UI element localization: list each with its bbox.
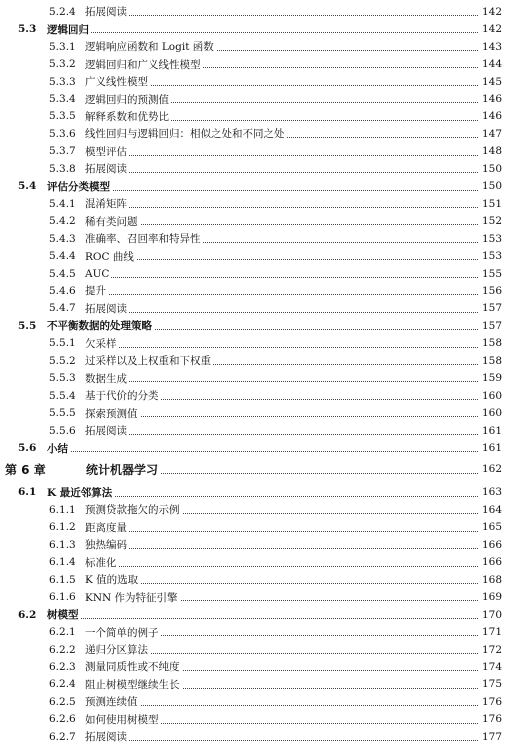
toc-subsection-entry[interactable] xyxy=(0,247,506,265)
toc-entry-title: 统计机器学习 xyxy=(86,462,159,477)
toc-subsection-entry[interactable] xyxy=(0,658,506,676)
toc-entry-page-number: 146 xyxy=(481,110,502,123)
toc-entry-number: 5.5.1 xyxy=(49,337,76,350)
toc-entry-title: 提升 xyxy=(85,285,106,298)
toc-entry-number: 5.3.1 xyxy=(49,40,76,53)
toc-entry-page-number: 150 xyxy=(481,162,502,175)
toc-entry-title: 基于代价的分类 xyxy=(85,390,159,403)
toc-subsection-entry[interactable] xyxy=(0,160,506,178)
toc-entry-number: 5.5.6 xyxy=(49,424,76,437)
toc-entry-page-number: 142 xyxy=(481,5,502,18)
toc-entry-number: 5.5 xyxy=(18,319,37,332)
toc-entry-page-number: 176 xyxy=(481,713,502,726)
dot-leader xyxy=(85,739,478,741)
dot-leader xyxy=(85,704,478,706)
toc-entry-number: 5.3.2 xyxy=(49,58,76,71)
toc-entry-page-number: 157 xyxy=(481,319,502,332)
toc-entry-number: 5.5.5 xyxy=(49,407,76,420)
toc-entry-number: 第 6 章 xyxy=(5,462,46,477)
toc-section-entry[interactable] xyxy=(0,606,506,624)
toc-entry-title: 模型评估 xyxy=(85,145,127,158)
toc-entry-title: 不平衡数据的处理策略 xyxy=(47,320,152,333)
toc-entry-number: 6.2.1 xyxy=(49,626,76,639)
toc-entry-page-number: 176 xyxy=(481,695,502,708)
toc-subsection-entry[interactable] xyxy=(0,693,506,711)
toc-entry-number: 5.4.6 xyxy=(49,284,76,297)
toc-entry-title: 混淆矩阵 xyxy=(85,198,127,211)
toc-entry-page-number: 158 xyxy=(481,337,502,350)
toc-subsection-entry[interactable] xyxy=(0,300,506,318)
toc-entry-number: 5.3.4 xyxy=(49,93,76,105)
toc-entry-page-number: 155 xyxy=(481,267,502,280)
toc-entry-title: 拓展阅读 xyxy=(85,302,127,315)
toc-entry-title: 标准化 xyxy=(85,556,117,569)
toc-entry-number: 6.1.2 xyxy=(49,521,76,534)
toc-section-entry[interactable] xyxy=(0,20,506,38)
toc-entry-title: 逻辑回归的预测值 xyxy=(85,93,169,106)
toc-entry-page-number: 163 xyxy=(481,486,502,499)
toc-entry-page-number: 166 xyxy=(481,556,502,569)
toc-entry-page-number: 177 xyxy=(481,730,502,743)
toc-entry-title: 广义线性模型 xyxy=(85,76,148,89)
toc-entry-number: 5.6 xyxy=(18,442,37,454)
toc-entry-page-number: 147 xyxy=(481,127,502,140)
dot-leader xyxy=(85,530,478,532)
toc-entry-number: 5.4.7 xyxy=(49,302,76,315)
toc-entry-number: 6.1.4 xyxy=(49,556,76,569)
toc-entry-title: 独热编码 xyxy=(85,539,127,552)
toc-entry-title: AUC xyxy=(85,267,110,280)
toc-entry-number: 5.5.4 xyxy=(49,389,76,402)
toc-subsection-entry[interactable] xyxy=(0,195,506,213)
toc-entry-title: 拓展阅读 xyxy=(85,6,127,19)
toc-entry-page-number: 143 xyxy=(481,40,502,53)
dot-leader xyxy=(85,380,478,382)
toc-entry-number: 5.3.3 xyxy=(49,75,76,88)
dot-leader xyxy=(85,582,478,584)
toc-entry-title: 逻辑响应函数和 Logit 函数 xyxy=(85,41,214,54)
dot-leader xyxy=(85,415,478,417)
toc-entry-page-number: 157 xyxy=(481,302,502,315)
toc-entry-page-number: 156 xyxy=(481,284,502,297)
toc-entry-page-number: 152 xyxy=(481,215,502,228)
toc-entry-number: 5.4 xyxy=(18,180,37,193)
toc-subsection-entry[interactable] xyxy=(0,55,506,73)
toc-entry-number: 6.1.3 xyxy=(49,538,76,551)
toc-entry-page-number: 171 xyxy=(481,626,502,639)
toc-entry-page-number: 148 xyxy=(481,145,502,158)
toc-entry-title: 递归分区算法 xyxy=(85,644,148,656)
toc-subsection-entry[interactable] xyxy=(0,711,506,729)
toc-entry-page-number: 144 xyxy=(481,58,502,71)
dot-leader xyxy=(85,311,478,313)
toc-entry-page-number: 161 xyxy=(481,442,502,454)
toc-entry-title: 树模型 xyxy=(47,609,79,622)
toc-subsection-entry[interactable] xyxy=(0,676,506,694)
toc-entry-title: ROC 曲线 xyxy=(85,250,134,263)
toc-subsection-entry[interactable] xyxy=(0,3,506,21)
toc-entry-number: 6.1.6 xyxy=(49,591,76,604)
toc-section-entry[interactable] xyxy=(0,439,506,457)
toc-entry-title: 拓展阅读 xyxy=(85,163,127,176)
dot-leader xyxy=(85,206,478,208)
toc-entry-page-number: 153 xyxy=(481,250,502,263)
toc-entry-page-number: 172 xyxy=(481,643,502,656)
toc-entry-page-number: 146 xyxy=(481,93,502,105)
toc-subsection-entry[interactable] xyxy=(0,519,506,537)
toc-subsection-entry[interactable] xyxy=(0,282,506,300)
toc-subsection-entry[interactable] xyxy=(0,641,506,659)
toc-entry-page-number: 160 xyxy=(481,407,502,420)
toc-subsection-entry[interactable] xyxy=(0,536,506,554)
toc-entry-title: 逻辑回归 xyxy=(47,23,89,36)
toc-subsection-entry[interactable] xyxy=(0,352,506,370)
dot-leader xyxy=(85,171,478,173)
toc-entry-title: 数据生成 xyxy=(85,372,127,385)
toc-subsection-entry[interactable] xyxy=(0,571,506,589)
toc-entry-title: 一个简单的例子 xyxy=(85,626,159,639)
toc-entry-title: 预测贷款拖欠的示例 xyxy=(85,504,180,517)
toc-subsection-entry[interactable] xyxy=(0,588,506,606)
dot-leader xyxy=(85,223,478,225)
dot-leader xyxy=(85,433,478,435)
toc-entry-title: 准确率、召回率和特异性 xyxy=(85,233,201,246)
toc-entry-number: 6.2.4 xyxy=(49,678,76,691)
toc-entry-number: 6.2.6 xyxy=(49,713,76,726)
toc-entry-number: 5.4.4 xyxy=(49,250,76,263)
toc-entry-title: 拓展阅读 xyxy=(85,425,127,438)
dot-leader xyxy=(85,547,478,549)
dot-leader xyxy=(85,14,478,16)
toc-entry-page-number: 165 xyxy=(481,521,502,534)
dot-leader xyxy=(85,293,478,295)
toc-entry-page-number: 170 xyxy=(481,608,502,621)
toc-entry-number: 6.2.2 xyxy=(49,643,76,656)
toc-entry-title: K 最近邻算法 xyxy=(47,486,113,499)
toc-entry-page-number: 145 xyxy=(481,75,502,88)
toc-entry-title: 过采样以及上权重和下权重 xyxy=(85,355,211,368)
toc-entry-number: 6.2 xyxy=(18,608,37,621)
toc-entry-number: 6.2.3 xyxy=(49,660,76,673)
toc-entry-page-number: 174 xyxy=(481,660,502,673)
toc-entry-number: 5.4.1 xyxy=(49,197,76,210)
toc-entry-page-number: 164 xyxy=(481,503,502,516)
toc-entry-page-number: 159 xyxy=(481,372,502,385)
toc-entry-page-number: 142 xyxy=(481,23,502,36)
toc-subsection-entry[interactable] xyxy=(0,422,506,440)
toc-subsection-entry[interactable] xyxy=(0,623,506,641)
dot-leader xyxy=(85,154,478,156)
toc-entry-page-number: 158 xyxy=(481,354,502,367)
toc-subsection-entry[interactable] xyxy=(0,369,506,387)
dot-leader xyxy=(85,258,478,260)
toc-entry-title: 解释系数和优势比 xyxy=(85,110,169,123)
toc-entry-page-number: 169 xyxy=(481,591,502,604)
toc-subsection-entry[interactable] xyxy=(0,230,506,248)
toc-entry-number: 5.3.5 xyxy=(49,110,76,123)
toc-section-entry[interactable] xyxy=(0,317,506,335)
toc-entry-number: 5.3.7 xyxy=(49,145,76,158)
toc-chapter-entry[interactable] xyxy=(0,461,506,479)
toc-entry-number: 6.2.7 xyxy=(49,730,76,743)
dot-leader xyxy=(47,617,478,619)
toc-entry-title: 欠采样 xyxy=(85,337,117,350)
toc-subsection-entry[interactable] xyxy=(0,212,506,230)
toc-entry-number: 5.4.3 xyxy=(49,232,76,245)
toc-entry-title: 稀有类问题 xyxy=(85,215,138,228)
toc-entry-title: KNN 作为特征引擎 xyxy=(85,591,178,604)
toc-subsection-entry[interactable] xyxy=(0,728,506,746)
toc-entry-title: 拓展阅读 xyxy=(85,731,127,744)
toc-entry-title: 线性回归与逻辑回归：相似之处和不同之处 xyxy=(85,128,285,141)
toc-subsection-entry[interactable] xyxy=(0,265,506,283)
toc-entry-number: 5.4.5 xyxy=(49,267,76,280)
toc-subsection-entry[interactable] xyxy=(0,404,506,422)
toc-entry-number: 5.4.2 xyxy=(49,215,76,228)
toc-entry-number: 5.5.3 xyxy=(49,372,76,385)
toc-subsection-entry[interactable] xyxy=(0,108,506,126)
toc-entry-title: 阻止树模型继续生长 xyxy=(85,678,180,691)
toc-entry-page-number: 153 xyxy=(481,232,502,245)
toc-entry-number: 5.3 xyxy=(18,23,37,36)
toc-entry-page-number: 162 xyxy=(481,463,502,476)
toc-subsection-entry[interactable] xyxy=(0,90,506,108)
toc-subsection-entry[interactable] xyxy=(0,387,506,405)
toc-subsection-entry[interactable] xyxy=(0,501,506,519)
toc-subsection-entry[interactable] xyxy=(0,554,506,572)
toc-section-entry[interactable] xyxy=(0,178,506,196)
dot-leader xyxy=(85,565,478,567)
toc-subsection-entry[interactable] xyxy=(0,73,506,91)
toc-entry-number: 6.1 xyxy=(18,486,37,499)
toc-entry-title: 距离度量 xyxy=(85,521,127,534)
toc-entry-number: 5.2.4 xyxy=(49,5,76,18)
toc-entry-title: 如何使用树模型 xyxy=(85,713,159,726)
dot-leader xyxy=(85,276,478,278)
toc-entry-number: 5.5.2 xyxy=(49,354,76,367)
dot-leader xyxy=(47,31,478,33)
toc-entry-page-number: 161 xyxy=(481,424,502,437)
toc-subsection-entry[interactable] xyxy=(0,38,506,56)
toc-entry-title: 探索预测值 xyxy=(85,407,138,420)
toc-entry-title: 逻辑回归和广义线性模型 xyxy=(85,58,201,71)
toc-entry-page-number: 160 xyxy=(481,389,502,402)
toc-entry-number: 5.3.6 xyxy=(49,127,76,140)
toc-entry-title: 测量同质性或不纯度 xyxy=(85,661,180,674)
toc-entry-number: 6.2.5 xyxy=(49,695,76,708)
toc-section-entry[interactable] xyxy=(0,484,506,502)
toc-subsection-entry[interactable] xyxy=(0,125,506,143)
toc-entry-title: 小结 xyxy=(47,442,68,455)
toc-entry-number: 6.1.1 xyxy=(49,503,76,516)
toc-entry-page-number: 166 xyxy=(481,538,502,551)
toc-entry-page-number: 175 xyxy=(481,678,502,691)
toc-entry-title: 预测连续值 xyxy=(85,696,138,709)
toc-entry-title: K 值的选取 xyxy=(85,574,139,587)
toc-entry-number: 5.3.8 xyxy=(49,162,76,175)
toc-entry-page-number: 151 xyxy=(481,197,502,210)
dot-leader xyxy=(47,450,478,452)
toc-entry-number: 6.1.5 xyxy=(49,573,76,586)
toc-subsection-entry[interactable] xyxy=(0,143,506,161)
dot-leader xyxy=(85,346,478,348)
toc-entry-title: 评估分类模型 xyxy=(47,180,110,193)
toc-subsection-entry[interactable] xyxy=(0,335,506,353)
toc-entry-page-number: 168 xyxy=(481,573,502,586)
toc-entry-page-number: 150 xyxy=(481,180,502,193)
